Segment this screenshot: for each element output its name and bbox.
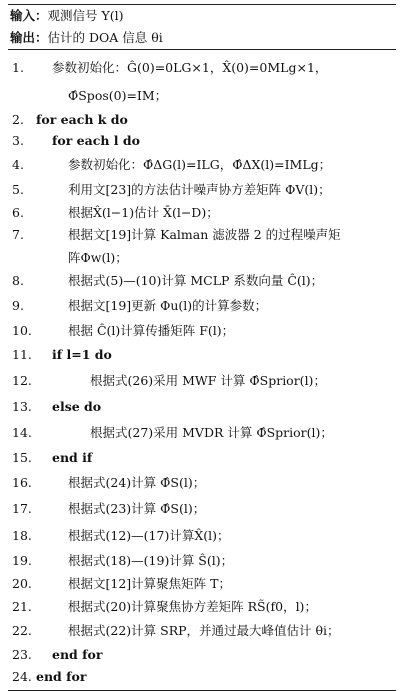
step-text: end for (36, 669, 87, 684)
algorithm-step (8, 522, 396, 550)
algorithm-step (8, 178, 396, 202)
step-number: 22. (12, 623, 32, 638)
step-text: 根据文[19]计算 Kalman 滤波器 2 的过程噪声矩 (68, 227, 341, 242)
step-text: 根据文[19]更新 Φu(l)的计算参数； (68, 298, 268, 313)
step-text: 根据 Ĉ(l)计算传播矩阵 F(l)； (68, 323, 235, 338)
output-label: 输出： (10, 30, 48, 45)
step-text: 根据式(27)采用 MVDR 计算 Φ̂Sprior(l)； (90, 425, 333, 440)
step-number: 13. (12, 399, 32, 414)
step-text: 根据式(18)—(19)计算 Ŝ(l)； (68, 553, 234, 568)
algorithm-step (8, 130, 396, 152)
algorithm-step (8, 82, 396, 110)
step-text: 根据式(26)采用 MWF 计算 Φ̂Sprior(l)； (90, 373, 326, 388)
algorithm-step (8, 152, 396, 178)
step-text: for each l do (52, 133, 140, 148)
step-text: 根据式(24)计算 Φ̂S(l)； (68, 475, 206, 490)
input-value: 观测信号 Y(l) (47, 8, 124, 23)
output-value: 估计的 DOA 信息 θi (47, 30, 163, 45)
algorithm-step (8, 470, 396, 496)
algorithm-step (8, 394, 396, 420)
step-number: 7. (12, 227, 24, 242)
step-number: 4. (12, 157, 24, 172)
step-number: 24. (12, 669, 32, 684)
step-number: 1. (12, 60, 24, 75)
step-number: 21. (12, 599, 32, 614)
step-number: 16. (12, 475, 32, 490)
step-number: 14. (12, 425, 32, 440)
algorithm-step (8, 420, 396, 446)
step-text: else do (52, 399, 102, 414)
input-label: 输入： (10, 8, 48, 23)
algorithm-step (8, 368, 396, 394)
algorithm-step (8, 292, 396, 320)
step-text: 根据式(5)—(10)计算 MCLP 系数向量 Ĉ(l)； (68, 273, 324, 288)
algorithm-step (8, 618, 396, 644)
step-number: 2. (12, 112, 24, 127)
algorithm-box (8, 4, 396, 691)
step-number: 11. (12, 347, 32, 362)
step-number: 3. (12, 133, 24, 148)
algorithm-step (8, 644, 396, 666)
algorithm-step (8, 224, 396, 246)
algorithm-step (8, 596, 396, 618)
step-number: 5. (12, 182, 24, 197)
step-number: 18. (12, 528, 32, 543)
step-text: Φ̂Spos(0)=IM； (68, 88, 168, 103)
step-number: 19. (12, 553, 32, 568)
step-text: 参数初始化：Φ̂ΔG(l)=ILG，Φ̂ΔX(l)=IMLg； (68, 157, 332, 172)
algorithm-step (8, 320, 396, 342)
algorithm-step (8, 110, 396, 130)
step-number: 10. (12, 323, 32, 338)
step-text: 根据X̂(l−1)估计 X̄(l−D)； (68, 205, 219, 220)
step-text: 根据式(23)计算 Φ̂S(l)； (68, 501, 206, 516)
algorithm-step (8, 54, 396, 82)
algorithm-step (8, 246, 396, 270)
step-number: 23. (12, 647, 32, 662)
step-number: 20. (12, 576, 32, 591)
step-number: 6. (12, 205, 24, 220)
output-line (8, 27, 396, 49)
algorithm-step (8, 270, 396, 292)
step-text: 阵Φw(l)； (68, 250, 128, 265)
step-number: 8. (12, 273, 24, 288)
step-text: 根据式(20)计算聚焦协方差矩阵 RS̃(f0，l)； (68, 599, 317, 614)
algorithm-step (8, 446, 396, 470)
algorithm-step (8, 202, 396, 224)
step-text: 根据式(22)计算 SRP，并通过最大峰值估计 θi； (68, 623, 340, 638)
step-text: for each k do (36, 112, 128, 127)
step-number: 15. (12, 450, 32, 465)
step-number: 12. (12, 373, 32, 388)
algorithm-steps (8, 50, 396, 690)
step-text: 根据式(12)—(17)计算X̂(l)； (68, 528, 230, 543)
algorithm-step (8, 572, 396, 596)
algorithm-step (8, 550, 396, 572)
step-number: 17. (12, 501, 32, 516)
step-text: if l=1 do (52, 347, 112, 362)
step-text: 参数初始化：Ĝ(0)=0LG×1，X̂(0)=0MLg×1， (52, 60, 328, 75)
step-number: 9. (12, 298, 24, 313)
step-text: end for (52, 647, 103, 662)
step-text: end if (52, 450, 93, 465)
algorithm-step (8, 342, 396, 368)
algorithm-step (8, 666, 396, 688)
algorithm-step (8, 496, 396, 522)
step-text: 根据文[12]计算聚焦矩阵 T； (68, 576, 231, 591)
step-text: 利用文[23]的方法估计噪声协方差矩阵 ΦV(l)； (68, 182, 331, 197)
input-line (8, 5, 396, 27)
